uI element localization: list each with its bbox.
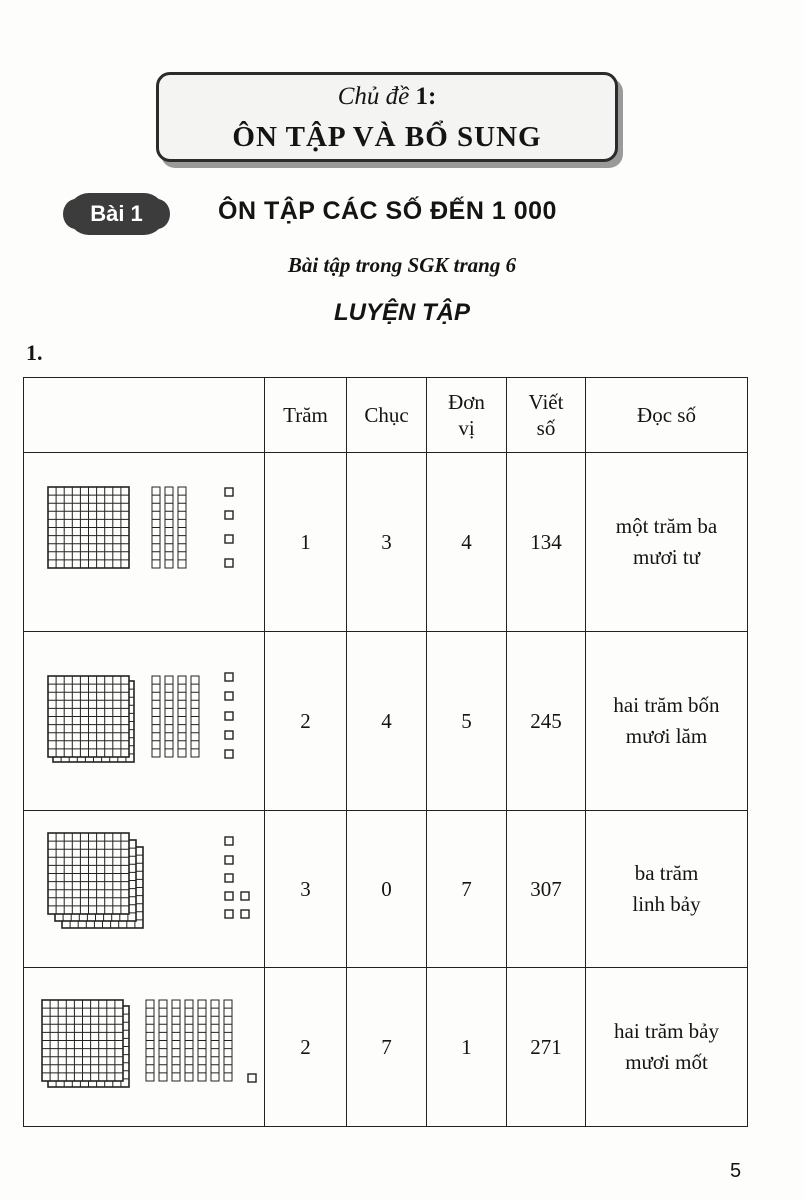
header-hundreds: Trăm xyxy=(265,378,347,453)
cell-read xyxy=(586,453,748,632)
cell-units: 1 xyxy=(427,968,507,1127)
topic-number: 1: xyxy=(415,83,437,110)
read-line2: mươi mốt xyxy=(625,1050,708,1074)
base-ten-blocks-307 xyxy=(24,811,265,967)
header-units-line1: Đơn xyxy=(448,390,485,414)
cell-number: 245 xyxy=(507,632,586,811)
header-units xyxy=(427,378,507,453)
table-row xyxy=(24,453,748,632)
cell-tens: 7 xyxy=(347,968,427,1127)
header-picture xyxy=(24,378,265,453)
base-ten-blocks-245 xyxy=(24,632,265,810)
subtitle: Bài tập trong SGK trang 6 xyxy=(287,253,517,277)
blocks-picture xyxy=(24,632,265,811)
page-number: 5 xyxy=(730,1160,742,1182)
cell-hundreds: 2 xyxy=(265,968,347,1127)
cell-units: 4 xyxy=(427,453,507,632)
table-row xyxy=(24,811,748,968)
lesson-badge-label: Bài 1 xyxy=(90,201,143,226)
cell-tens: 4 xyxy=(347,632,427,811)
cell-number: 307 xyxy=(507,811,586,968)
read-line1: hai trăm bốn xyxy=(613,693,720,717)
cell-units: 7 xyxy=(427,811,507,968)
cell-number: 271 xyxy=(507,968,586,1127)
header-write-line1: Viết xyxy=(528,390,564,414)
table-header-row xyxy=(24,378,748,453)
cell-tens: 0 xyxy=(347,811,427,968)
topic-title: ÔN TẬP VÀ BỔ SUNG xyxy=(232,121,542,153)
cell-hundreds: 2 xyxy=(265,632,347,811)
blocks-picture xyxy=(24,811,265,968)
lesson-title: ÔN TẬP CÁC SỐ ĐẾN 1 000 xyxy=(218,197,557,225)
cell-hundreds: 3 xyxy=(265,811,347,968)
cell-units: 5 xyxy=(427,632,507,811)
topic-label-text: Chủ đề xyxy=(337,83,410,110)
header-write-line2: số xyxy=(536,416,556,440)
topic-label xyxy=(159,83,615,111)
table-row xyxy=(24,632,748,811)
base-ten-blocks-134 xyxy=(24,453,265,631)
read-line2: linh bảy xyxy=(632,892,701,916)
place-value-table xyxy=(23,377,748,1127)
blocks-picture xyxy=(24,453,265,632)
read-line2: mươi tư xyxy=(632,545,701,569)
read-line1: một trăm ba xyxy=(615,514,718,538)
header-read: Đọc số xyxy=(586,378,748,453)
blocks-picture xyxy=(24,968,265,1127)
base-ten-blocks-271 xyxy=(24,968,265,1126)
read-line1: ba trăm xyxy=(634,861,699,885)
exercise-number: 1. xyxy=(26,340,43,365)
cell-read xyxy=(586,968,748,1127)
read-line2: mươi lăm xyxy=(625,724,708,748)
lesson-badge xyxy=(68,193,165,235)
header-tens: Chục xyxy=(347,378,427,453)
table-row xyxy=(24,968,748,1127)
header-write xyxy=(507,378,586,453)
cell-number: 134 xyxy=(507,453,586,632)
topic-header-box xyxy=(156,72,618,162)
cell-read xyxy=(586,632,748,811)
header-units-line2: vị xyxy=(458,416,475,440)
cell-hundreds: 1 xyxy=(265,453,347,632)
cell-tens: 3 xyxy=(347,453,427,632)
read-line1: hai trăm bảy xyxy=(614,1019,719,1043)
section-title: LUYỆN TẬP xyxy=(333,299,470,326)
cell-read xyxy=(586,811,748,968)
